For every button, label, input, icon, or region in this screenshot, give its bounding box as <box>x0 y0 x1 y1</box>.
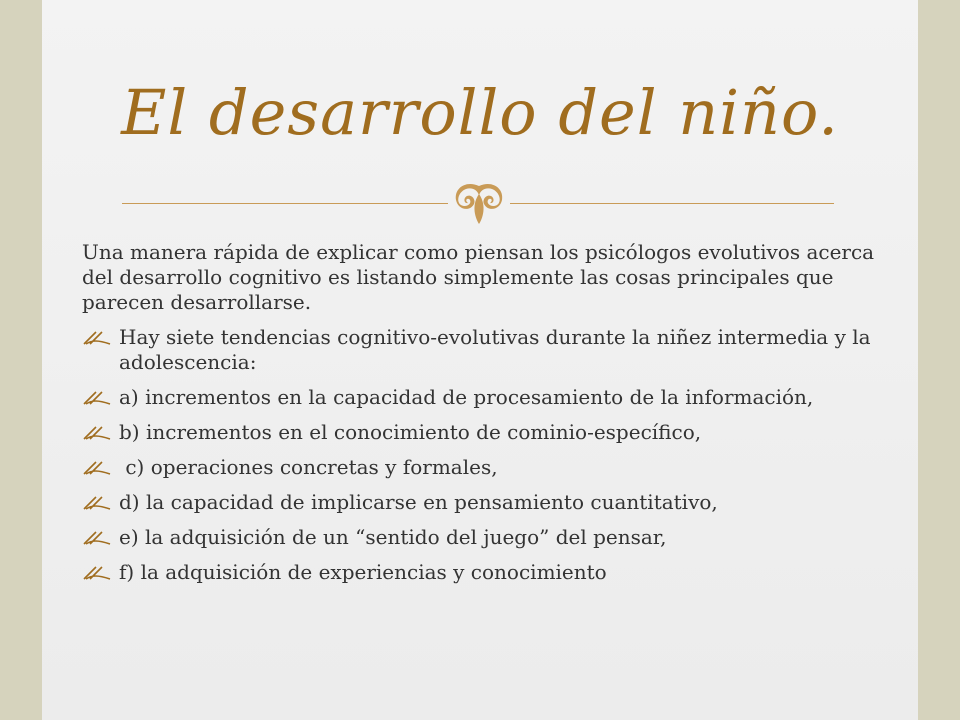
list-item <box>82 525 882 550</box>
list-item <box>82 385 882 410</box>
list-item <box>82 325 882 375</box>
bullet-text: e) la adquisición de un “sentido del juego” del pensar, <box>119 525 667 549</box>
bullet-text: Hay siete tendencias cognitivo-evolutivas durante la niñez intermedia y la adolescencia: <box>119 325 871 374</box>
quill-ornament-icon <box>82 530 112 546</box>
quill-ornament-icon <box>82 390 112 406</box>
bullet-text: f) la adquisición de experiencias y conocimiento <box>119 560 607 584</box>
fleuron-icon <box>448 178 510 228</box>
quill-ornament-icon <box>82 330 112 346</box>
list-item <box>82 455 882 480</box>
quill-ornament-icon <box>82 425 112 441</box>
title-divider-right <box>510 203 834 204</box>
intro-paragraph: Una manera rápida de explicar como piensan los psicólogos evolutivos acerca del desarrollo cognitivo es listando simplemente las cosas principales que parecen desarrollarse. <box>82 240 875 314</box>
list-item <box>82 560 882 585</box>
quill-ornament-icon <box>82 460 112 476</box>
title-divider-left <box>122 203 448 204</box>
list-item <box>82 420 882 445</box>
slide-content <box>82 240 882 595</box>
bullet-text: a) incrementos en la capacidad de procesamiento de la información, <box>119 385 814 409</box>
slide-title: El desarrollo del niño. <box>121 76 839 149</box>
bullet-list <box>82 325 882 585</box>
bullet-text: d) la capacidad de implicarse en pensamiento cuantitativo, <box>119 490 718 514</box>
bullet-text: c) operaciones concretas y formales, <box>119 455 498 479</box>
bullet-text: b) incrementos en el conocimiento de cominio-específico, <box>119 420 702 444</box>
quill-ornament-icon <box>82 495 112 511</box>
list-item <box>82 490 882 515</box>
quill-ornament-icon <box>82 565 112 581</box>
